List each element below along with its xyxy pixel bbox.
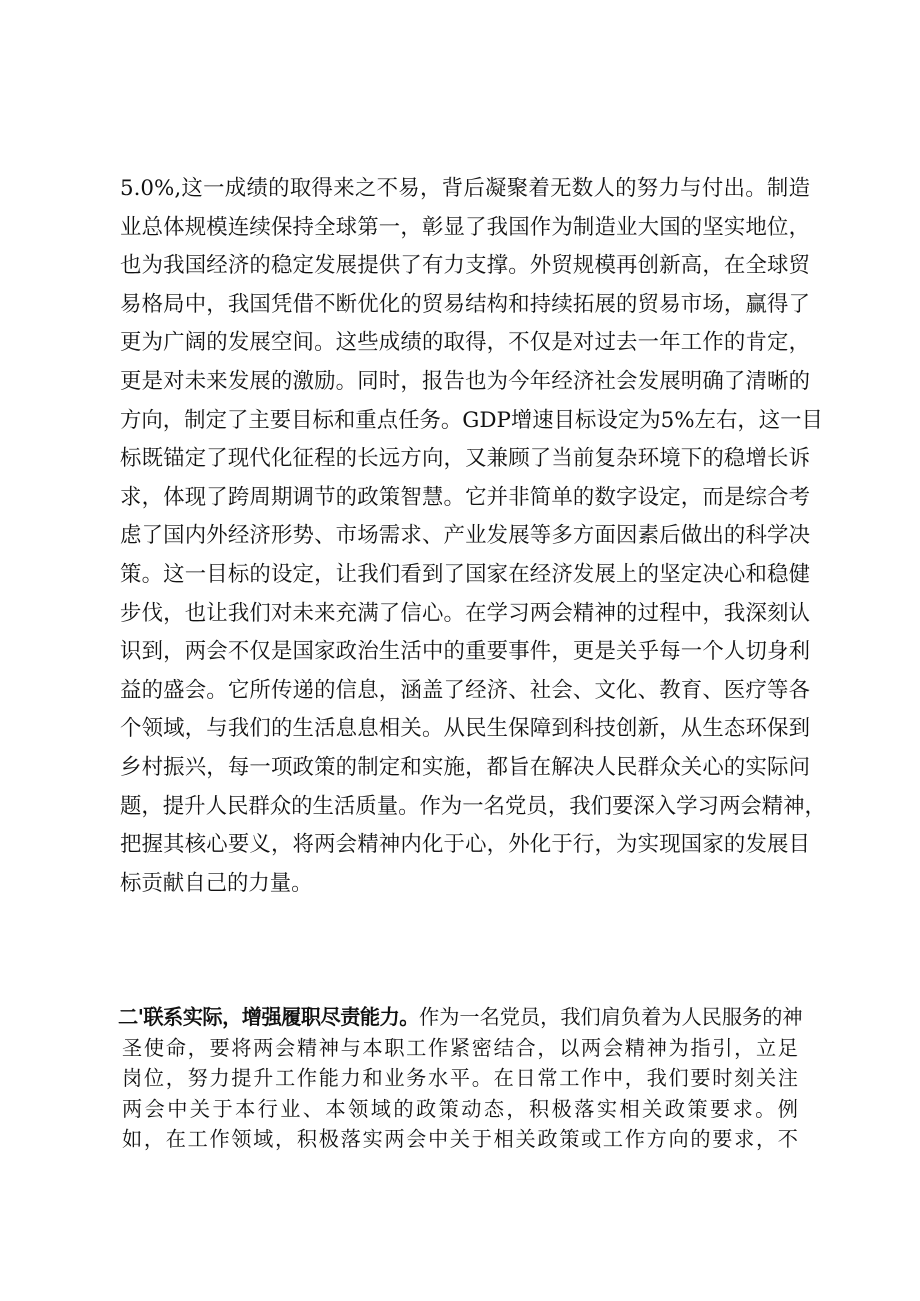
text-line: 业总体规模连续保持全球第一，彰显了我国作为制造业大国的坚实地位， [120, 214, 810, 240]
text-line: 益的盛会。它所传递的信息，涵盖了经济、社会、文化、教育、医疗等各 [120, 677, 810, 703]
text-line: 虑了国内外经济形势、市场需求、产业发展等多方面因素后做出的科学决 [120, 523, 810, 549]
text-line: 策。这一目标的设定，让我们看到了国家在经济发展上的坚定决心和稳健 [120, 561, 810, 587]
text-line: 两会中关于本行业、本领域的政策动态，积极落实相关政策要求。例 [122, 1096, 798, 1121]
text-line: 标贡献自己的力量。 [120, 870, 313, 896]
text-line: 易格局中，我国凭借不断优化的贸易结构和持续拓展的贸易市场，赢得了 [120, 291, 810, 317]
text-line: 识到，两会不仅是国家政治生活中的重要事件，更是关乎每一个人切身利 [120, 639, 810, 665]
text-line: 步伐，也让我们对未来充满了信心。在学习两会精神的过程中，我深刻认 [120, 600, 810, 626]
text-line: 如，在工作领域，积极落实两会中关于相关政策或工作方向的要求，不 [122, 1127, 798, 1151]
text-line: 题，提升人民群众的生活质量。作为一名党员，我们要深入学习两会精神， [120, 793, 826, 819]
text-line: 也为我国经济的稳定发展提供了有力支撑。外贸规模再创新高，在全球贸 [120, 253, 810, 279]
text-line: 5.0%,这一成绩的取得来之不易，背后凝聚着无数人的努力与付出。制造 [120, 176, 810, 201]
text-line: 方向，制定了主要目标和重点任务。GDP增速目标设定为5%左右，这一目 [120, 407, 823, 433]
text-line-rest: 作为一名党员，我们肩负着为人民服务的神 [419, 1005, 803, 1029]
text-line: 个领域，与我们的生活息息相关。从民生保障到科技创新，从生态环保到 [120, 716, 810, 742]
text-line: 求，体现了跨周期调节的政策智慧。它并非简单的数字设定，而是综合考 [120, 484, 810, 510]
text-line: 圣使命，要将两会精神与本职工作紧密结合，以两会精神为指引，立足 [122, 1035, 798, 1060]
body-paragraph-2 [118, 1002, 803, 1155]
body-paragraph-1 [120, 170, 826, 903]
text-line [118, 1002, 803, 1033]
text-line: 岗位，努力提升工作能力和业务水平。在日常工作中，我们要时刻关注 [122, 1066, 798, 1090]
text-line: 把握其核心要义，将两会精神内化于心，外化于行，为实现国家的发展目 [120, 832, 810, 858]
text-line: 更是对未来发展的激励。同时，报告也为今年经济社会发展明确了清晰的 [120, 368, 810, 394]
text-line: 更为广阔的发展空间。这些成绩的取得，不仅是对过去一年工作的肯定， [120, 330, 810, 356]
section-heading: 二'联系实际，增强履职尽责能力。 [118, 1005, 419, 1029]
text-line: 乡村振兴，每一项政策的制定和实施，都旨在解决人民群众关心的实际问 [120, 754, 810, 780]
text-line: 标既锚定了现代化征程的长远方向，又兼顾了当前复杂环境下的稳增长诉 [120, 446, 810, 472]
